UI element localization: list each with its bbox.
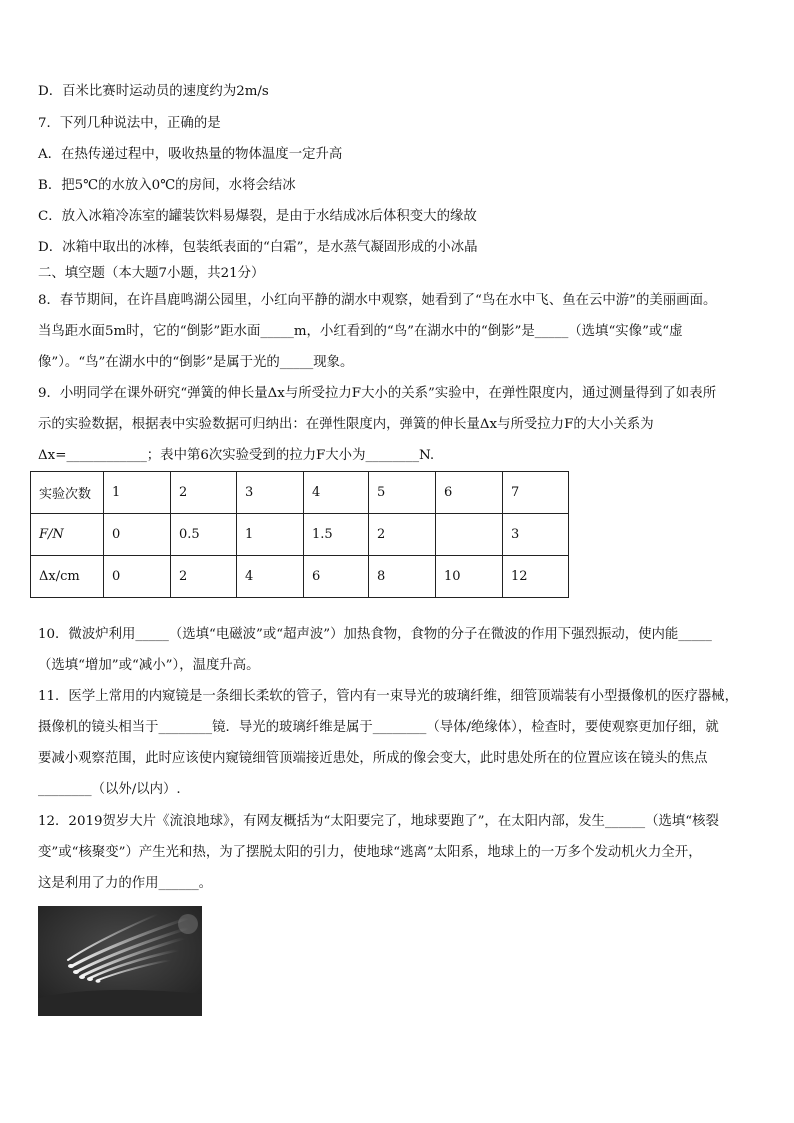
wandering-earth-photo xyxy=(38,906,202,1016)
table-cell: 1 xyxy=(237,514,304,556)
table-cell: 1.5 xyxy=(304,514,369,556)
row-label: F/N xyxy=(31,514,104,556)
table-cell: 2 xyxy=(171,556,237,598)
table-cell: 4 xyxy=(237,556,304,598)
question-12-line-1: 12．2019贺岁大片《流浪地球》，有网友概括为“太阳要完了，地球要跑了”，在太阳内部，发生______（选填“核裂 xyxy=(38,814,719,829)
table-cell: 1 xyxy=(104,472,171,514)
table-cell: 10 xyxy=(436,556,503,598)
q7-option-b: B．把5℃的水放入0℃的房间，水将会结冰 xyxy=(38,178,296,193)
question-9-line-3: Δx=____________；表中第6次实验受到的拉力F大小为________N. xyxy=(38,448,435,463)
question-10-line-2: （选填“增加”或“减小”），温度升高。 xyxy=(38,658,260,673)
table-cell: 2 xyxy=(369,514,436,556)
question-11-line-4: ________（以外/以内）. xyxy=(38,782,181,797)
table-cell: 6 xyxy=(304,556,369,598)
question-11-line-2: 摄像机的镜头相当于________镜．导光的玻璃纤维是属于________（导体/绝缘体），检查时，要使观察更加仔细，就 xyxy=(38,720,719,735)
table-cell: 4 xyxy=(304,472,369,514)
q7-option-d: D．冰箱中取出的冰棒，包装纸表面的“白霜”，是水蒸气凝固形成的小冰晶 xyxy=(38,240,478,255)
section-heading: 二、填空题（本大题7小题，共21分） xyxy=(38,266,265,281)
table-row xyxy=(31,514,569,556)
table-cell: 5 xyxy=(369,472,436,514)
question-9-line-1: 9．小明同学在课外研究“弹簧的伸长量Δx与所受拉力F大小的关系”实验中，在弹性限度内，通过测量得到了如表所 xyxy=(38,386,717,401)
table-cell: 6 xyxy=(436,472,503,514)
table-row xyxy=(31,556,569,598)
table-cell: 2 xyxy=(171,472,237,514)
question-8-line-2: 当鸟距水面5m时，它的“倒影”距水面_____m，小红看到的“鸟”在湖水中的“倒影”是_____（选填“实像”或“虚 xyxy=(38,324,683,339)
question-12-line-3: 这是利用了力的作用______。 xyxy=(38,876,213,891)
question-9-line-2: 示的实验数据，根据表中实验数据可归纳出：在弹性限度内，弹簧的伸长量Δx与所受拉力F的大小关系为 xyxy=(38,417,654,432)
table-cell: 0 xyxy=(104,556,171,598)
table-cell: 8 xyxy=(369,556,436,598)
table-cell: 7 xyxy=(503,472,569,514)
q7-option-c: C．放入冰箱冷冻室的罐装饮料易爆裂，是由于水结成冰后体积变大的缘故 xyxy=(38,209,477,224)
table-cell: 3 xyxy=(237,472,304,514)
question-7: 7．下列几种说法中，正确的是 xyxy=(38,116,221,131)
question-10-line-1: 10．微波炉利用_____（选填“电磁波”或“超声波”）加热食物，食物的分子在微波的作用下强烈振动，使内能_____ xyxy=(38,627,712,642)
row-label: 实验次数 xyxy=(31,472,104,514)
question-12-line-2: 变”或“核聚变”）产生光和热，为了摆脱太阳的引力，使地球“逃离”太阳系，地球上的一万多个发动机火力全开， xyxy=(38,845,702,860)
question-8-line-3: 像”）。“鸟”在湖水中的“倒影”是属于光的_____现象。 xyxy=(38,355,354,370)
table-row xyxy=(31,472,569,514)
earth-engines-image xyxy=(38,906,202,1016)
table-cell: 0 xyxy=(104,514,171,556)
row-label: Δx/cm xyxy=(31,556,104,598)
table-cell: 3 xyxy=(503,514,569,556)
option-d-q6: D．百米比赛时运动员的速度约为2m/s xyxy=(38,84,269,99)
question-8-line-1: 8．春节期间，在许昌鹿鸣湖公园里，小红向平静的湖水中观察，她看到了“鸟在水中飞、鱼在云中游”的美丽画面。 xyxy=(38,293,717,308)
question-11-line-3: 要减小观察范围，此时应该使内窥镜细管顶端接近患处，所成的像会变大，此时患处所在的位置应该在镜头的焦点 xyxy=(38,751,708,766)
q7-option-a: A．在热传递过程中，吸收热量的物体温度一定升高 xyxy=(38,147,343,162)
table-cell: 12 xyxy=(503,556,569,598)
table-cell: 0.5 xyxy=(171,514,237,556)
question-11-line-1: 11．医学上常用的内窥镜是一条细长柔软的管子，管内有一束导光的玻璃纤维，细管顶端装有小型摄像机的医疗器械， xyxy=(38,689,738,704)
experiment-table xyxy=(30,471,569,598)
table-cell xyxy=(436,514,503,556)
